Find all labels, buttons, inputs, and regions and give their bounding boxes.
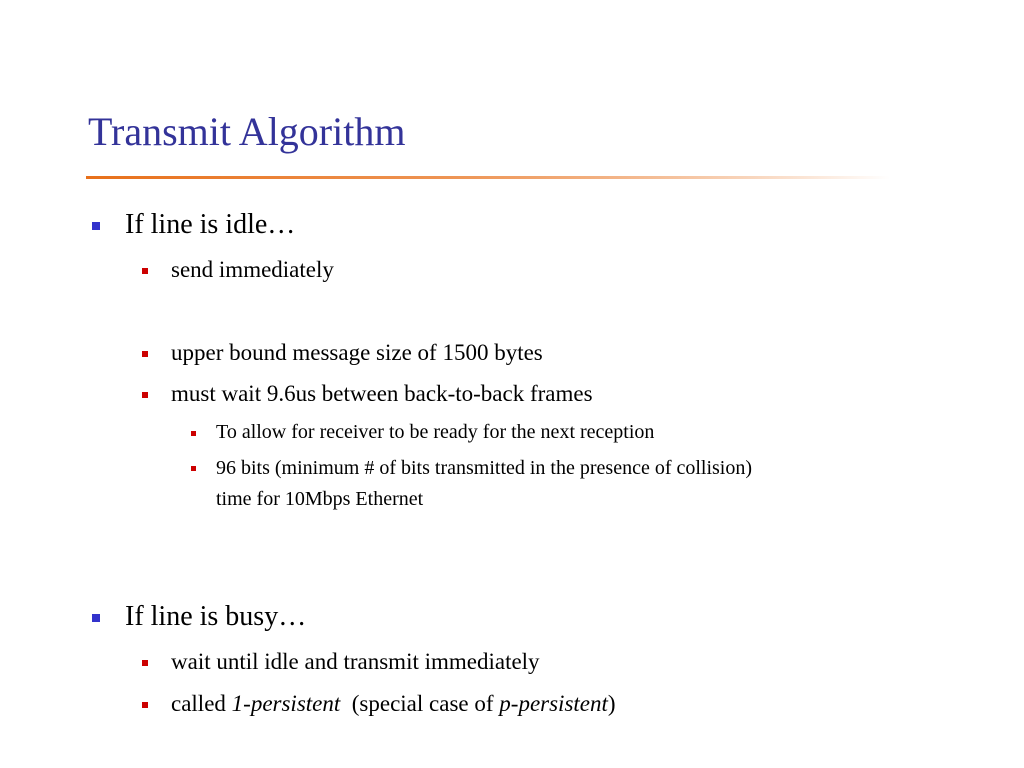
square-bullet-icon bbox=[142, 702, 148, 708]
bullet-96-bits-line1: 96 bits (minimum # of bits transmitted in the presence of collision) bbox=[216, 457, 753, 479]
bullet-heading-idle: If line is idle… bbox=[125, 209, 296, 240]
bullet-upper-bound: upper bound message size of 1500 bytes bbox=[171, 340, 543, 365]
square-bullet-icon bbox=[142, 351, 148, 357]
called-prefix: called bbox=[171, 691, 232, 716]
title-underline-bar bbox=[86, 176, 890, 179]
bullet-send-immediately: send immediately bbox=[171, 257, 334, 282]
closing-paren: ) bbox=[607, 691, 616, 716]
square-bullet-icon bbox=[92, 614, 100, 622]
bullet-called-persistent bbox=[171, 690, 616, 718]
term-p-persistent: p-persistent bbox=[499, 691, 608, 716]
bullet-96-bits-line2: time for 10Mbps Ethernet bbox=[216, 488, 424, 510]
square-bullet-icon bbox=[92, 222, 100, 230]
special-case-text: (special case of bbox=[340, 691, 500, 716]
term-1-persistent: 1-persistent bbox=[231, 691, 341, 716]
square-bullet-icon bbox=[191, 431, 196, 436]
square-bullet-icon bbox=[142, 268, 148, 274]
title-underline bbox=[86, 176, 890, 180]
bullet-must-wait: must wait 9.6us between back-to-back frames bbox=[171, 381, 593, 406]
square-bullet-icon bbox=[142, 660, 148, 666]
square-bullet-icon bbox=[191, 466, 196, 471]
bullet-heading-busy: If line is busy… bbox=[125, 601, 307, 632]
slide-title: Transmit Algorithm bbox=[88, 109, 406, 154]
square-bullet-icon bbox=[142, 392, 148, 398]
bullet-wait-until-idle: wait until idle and transmit immediately bbox=[171, 649, 540, 674]
bullet-allow-receiver: To allow for receiver to be ready for the next reception bbox=[216, 421, 655, 443]
